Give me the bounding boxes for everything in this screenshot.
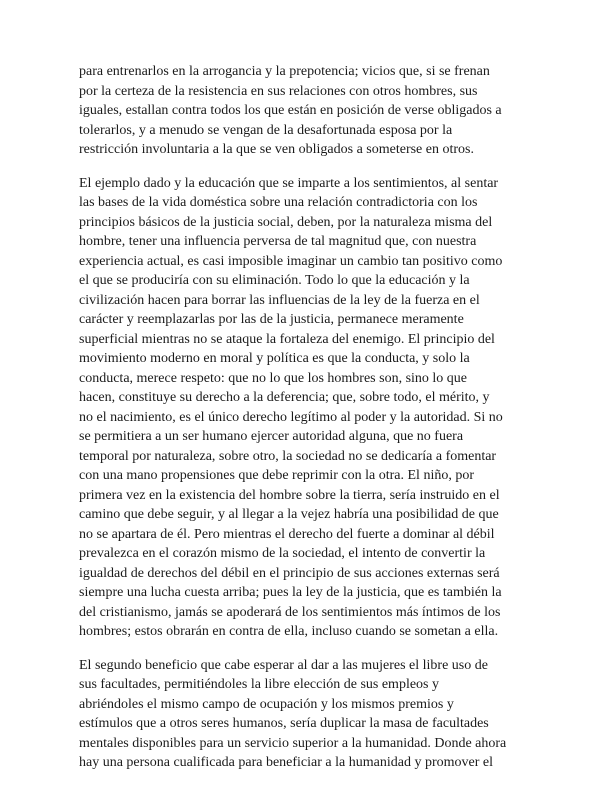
text-line: movimiento moderno en moral y política es que la conducta, y solo la: [79, 351, 470, 366]
text-line: el que se produciría con su eliminación. Todo lo que la educación y la: [79, 273, 470, 288]
text-line: hacen, constituye su derecho a la deferencia; que, sobre todo, el mérito, y: [79, 390, 490, 405]
text-line: conducta, merece respeto: que no lo que los hombres son, sino lo que: [79, 370, 468, 386]
text-line: principios básicos de la justicia social, deben, por la naturaleza misma del: [79, 214, 493, 230]
paragraph-2: [79, 174, 525, 642]
text-line: hay una persona cualificada para beneficiar a la humanidad y promover el: [79, 755, 493, 770]
text-line: sus facultades, permitiéndoles la libre elección de sus empleos y: [79, 677, 440, 692]
text-line: temporal por naturaleza, sobre otro, la sociedad no se dedicaría a fomentar: [79, 448, 497, 464]
text-line: hombres; estos obrarán en contra de ella, incluso cuando se sometan a ella.: [79, 624, 499, 639]
text-line: no se apartara de él. Pero mientras el derecho del fuerte a dominar al débil: [79, 526, 495, 542]
text-line: por la certeza de la resistencia en sus relaciones con otros hombres, sus: [79, 83, 478, 99]
text-line: mentales disponibles para un servicio superior a la humanidad. Donde ahora: [79, 735, 507, 751]
text-line: se permitiera a un ser humano ejercer autoridad alguna, que no fuera: [79, 429, 464, 444]
text-line: El ejemplo dado y la educación que se imparte a los sentimientos, al sentar: [79, 175, 499, 191]
text-line: tolerarlos, y a menudo se vengan de la desafortunada esposa por la: [79, 122, 453, 138]
text-line: estímulos que a otros seres humanos, sería duplicar la masa de facultades: [79, 716, 489, 731]
text-line: prevalezca en el corazón mismo de la sociedad, el intento de convertir la: [79, 546, 486, 561]
text-line: El segundo beneficio que cabe esperar al dar a las mujeres el libre uso de: [79, 657, 488, 673]
text-line: civilización hacen para borrar las influencias de la ley de la fuerza en el: [79, 292, 480, 308]
text-line: no el nacimiento, es el único derecho legítimo al poder y la autoridad. Si no: [79, 409, 503, 425]
paragraph-1: [79, 62, 525, 160]
document-body: [79, 62, 525, 787]
text-line: superficial mientras no se ataque la fortaleza del enemigo. El principio del: [79, 331, 495, 347]
text-line: camino que debe seguir, y al llegar a la vejez habría una posibilidad de que: [79, 507, 499, 522]
text-line: abriéndoles el mismo campo de ocupación y los mismos premios y: [79, 696, 454, 712]
text-line: hombre, tener una influencia perversa de tal magnitud que, con nuestra: [79, 234, 477, 249]
text-line: iguales, estallan contra todos los que están en posición de verse obligados a: [79, 103, 502, 118]
text-line: las bases de la vida doméstica sobre una relación contradictoria con los: [79, 195, 478, 210]
text-line: primera vez en la existencia del hombre sobre la tierra, sería instruido en el: [79, 487, 500, 503]
text-line: siempre una lucha cuesta arriba; pues la ley de la justicia, que es también la: [79, 585, 502, 600]
paragraph-3: [79, 656, 525, 773]
text-line: restricción involuntaria a la que se ven obligados a someterse en otros.: [79, 142, 474, 157]
text-line: para entrenarlos en la arrogancia y la prepotencia; vicios que, si se frenan: [79, 64, 490, 79]
text-line: del cristianismo, jamás se apoderará de los sentimientos más íntimos de los: [79, 604, 501, 620]
text-line: con una mano propensiones que debe reprimir con la otra. El niño, por: [79, 468, 474, 483]
text-line: carácter y reemplazarlas por las de la justicia, permanece meramente: [79, 312, 464, 327]
text-line: experiencia actual, es casi imposible imaginar un cambio tan positivo como: [79, 253, 503, 269]
text-line: igualdad de derechos del débil en el principio de sus acciones externas será: [79, 565, 500, 581]
